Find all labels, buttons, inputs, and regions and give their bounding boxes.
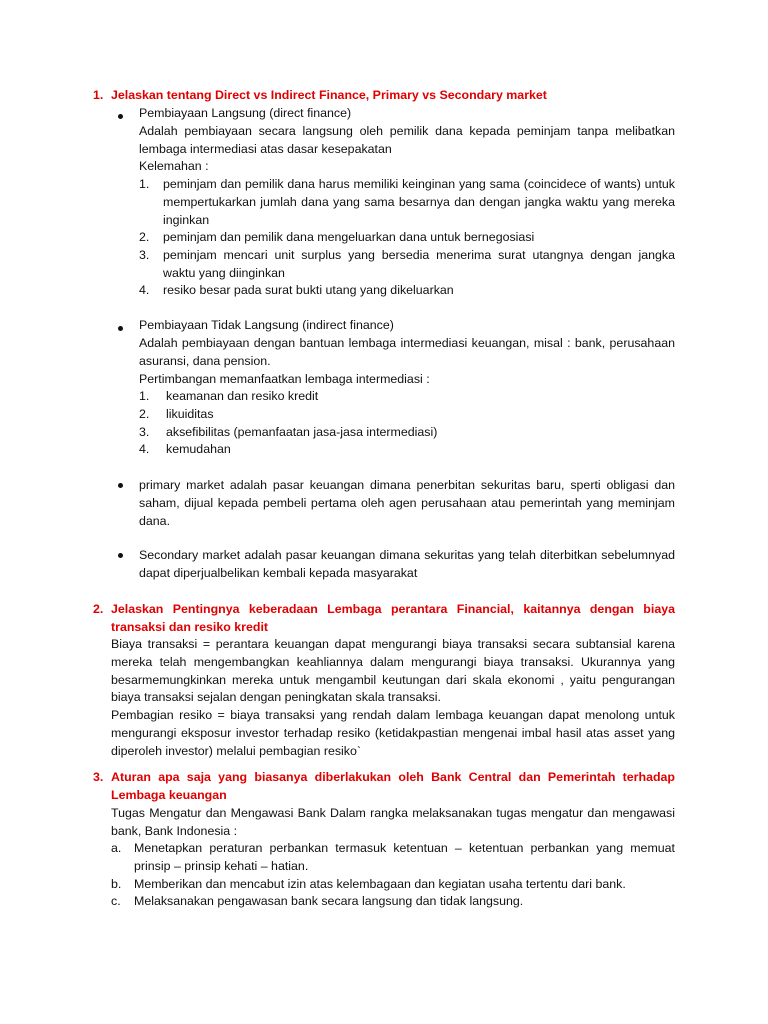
list-item: peminjam mencari unit surplus yang bersedia menerima surat utangnya dengan jangka waktu yang diinginkan xyxy=(163,248,675,280)
q1-title: Jelaskan tentang Direct vs Indirect Finance, Primary vs Secondary market xyxy=(111,88,547,102)
list-item: peminjam dan pemilik dana mengeluarkan dana untuk bernegosiasi xyxy=(163,230,535,244)
bullet-icon xyxy=(118,326,123,331)
list-item: peminjam dan pemilik dana harus memiliki keinginan yang sama (coincidece of wants) untuk mempertukarkan jumlah dana yang sama besarnya dan dengan jangka waktu yang mereka inginkan xyxy=(163,177,675,227)
bullet-icon xyxy=(118,483,123,488)
q2-paragraph-1: Biaya transaksi = perantara keuangan dapat mengurangi biaya transaksi secara subtansial karena mereka telah mengembangkan keahliannya dalam mengurangi biaya transaksi. Ukurannya yang besarmemungkinkan mereka untuk mengambil keutungan dari skala ekonomi , yaitu pengurangan biaya transaksi sejalan dengan peningkatan skala transaksi. xyxy=(111,637,675,705)
list-item-number: 3. xyxy=(139,248,150,262)
list-item: likuiditas xyxy=(166,407,214,421)
list-item: resiko besar pada surat bukti utang yang dikeluarkan xyxy=(163,283,454,297)
list-item-letter: a. xyxy=(111,841,122,855)
primary-market-text: primary market adalah pasar keuangan dimana penerbitan sekuritas baru, sperti obligasi dan saham, dijual kepada pembeli pertama oleh agen perusahaan atau pemerintah yang meminjam dana. xyxy=(139,478,675,528)
consider-label: Pertimbangan memanfaatkan lembaga intermediasi : xyxy=(139,372,430,386)
list-item-number: 3. xyxy=(139,425,150,439)
weakness-label: Kelemahan : xyxy=(139,159,209,173)
indirect-desc: Adalah pembiayaan dengan bantuan lembaga intermediasi keuangan, misal : bank, perusahaan asuransi, dana pension. xyxy=(139,336,675,368)
list-item-number: 1. xyxy=(139,389,150,403)
list-item-number: 2. xyxy=(139,230,150,244)
q3-number: 3. xyxy=(93,770,104,784)
direct-desc: Adalah pembiayaan secara langsung oleh pemilik dana kepada peminjam tanpa melibatkan lembaga intermediasi atas dasar kesepakatan xyxy=(139,124,675,156)
q2-title: Jelaskan Pentingnya keberadaan Lembaga perantara Financial, kaitannya dengan biaya transaksi dan resiko kredit xyxy=(111,602,675,634)
list-item: keamanan dan resiko kredit xyxy=(166,389,319,403)
bullet-icon xyxy=(118,114,123,119)
list-item-number: 4. xyxy=(139,283,150,297)
list-item: Melaksanakan pengawasan bank secara langsung dan tidak langsung. xyxy=(134,894,524,908)
secondary-market-text: Secondary market adalah pasar keuangan dimana sekuritas yang telah diterbitkan sebelumnyad dapat diperjualbelikan kembali kepada masyarakat xyxy=(139,548,675,580)
bullet-icon xyxy=(118,553,123,558)
q1-number: 1. xyxy=(93,88,104,102)
list-item-number: 1. xyxy=(139,177,150,191)
list-item-letter: b. xyxy=(111,877,122,891)
q3-title: Aturan apa saja yang biasanya diberlakukan oleh Bank Central dan Pemerintah terhadap Lembaga keuangan xyxy=(111,770,675,802)
direct-heading: Pembiayaan Langsung (direct finance) xyxy=(139,106,352,120)
list-item-number: 2. xyxy=(139,407,150,421)
q3-intro: Tugas Mengatur dan Mengawasi Bank Dalam rangka melaksanakan tugas mengatur dan mengawasi bank, Bank Indonesia : xyxy=(111,806,675,838)
q2-paragraph-2: Pembagian resiko = biaya transaksi yang rendah dalam lembaga keuangan dapat menolong untuk mengurangi eksposur investor terhadap resiko (ketidakpastian mengenai imbal hasil atas asset yang diperoleh investor) melalui pembagian resiko` xyxy=(111,708,675,758)
list-item: Memberikan dan mencabut izin atas kelembagaan dan kegiatan usaha tertentu dari bank. xyxy=(134,877,626,891)
list-item: aksefibilitas (pemanfaatan jasa-jasa intermediasi) xyxy=(166,425,438,439)
list-item-letter: c. xyxy=(111,894,121,908)
list-item: Menetapkan peraturan perbankan termasuk ketentuan – ketentuan perbankan yang memuat prinsip – prinsip kehati – hatian. xyxy=(134,841,675,873)
indirect-heading: Pembiayaan Tidak Langsung (indirect finance) xyxy=(139,318,394,332)
q2-number: 2. xyxy=(93,602,104,616)
list-item-number: 4. xyxy=(139,442,150,456)
list-item: kemudahan xyxy=(166,442,231,456)
